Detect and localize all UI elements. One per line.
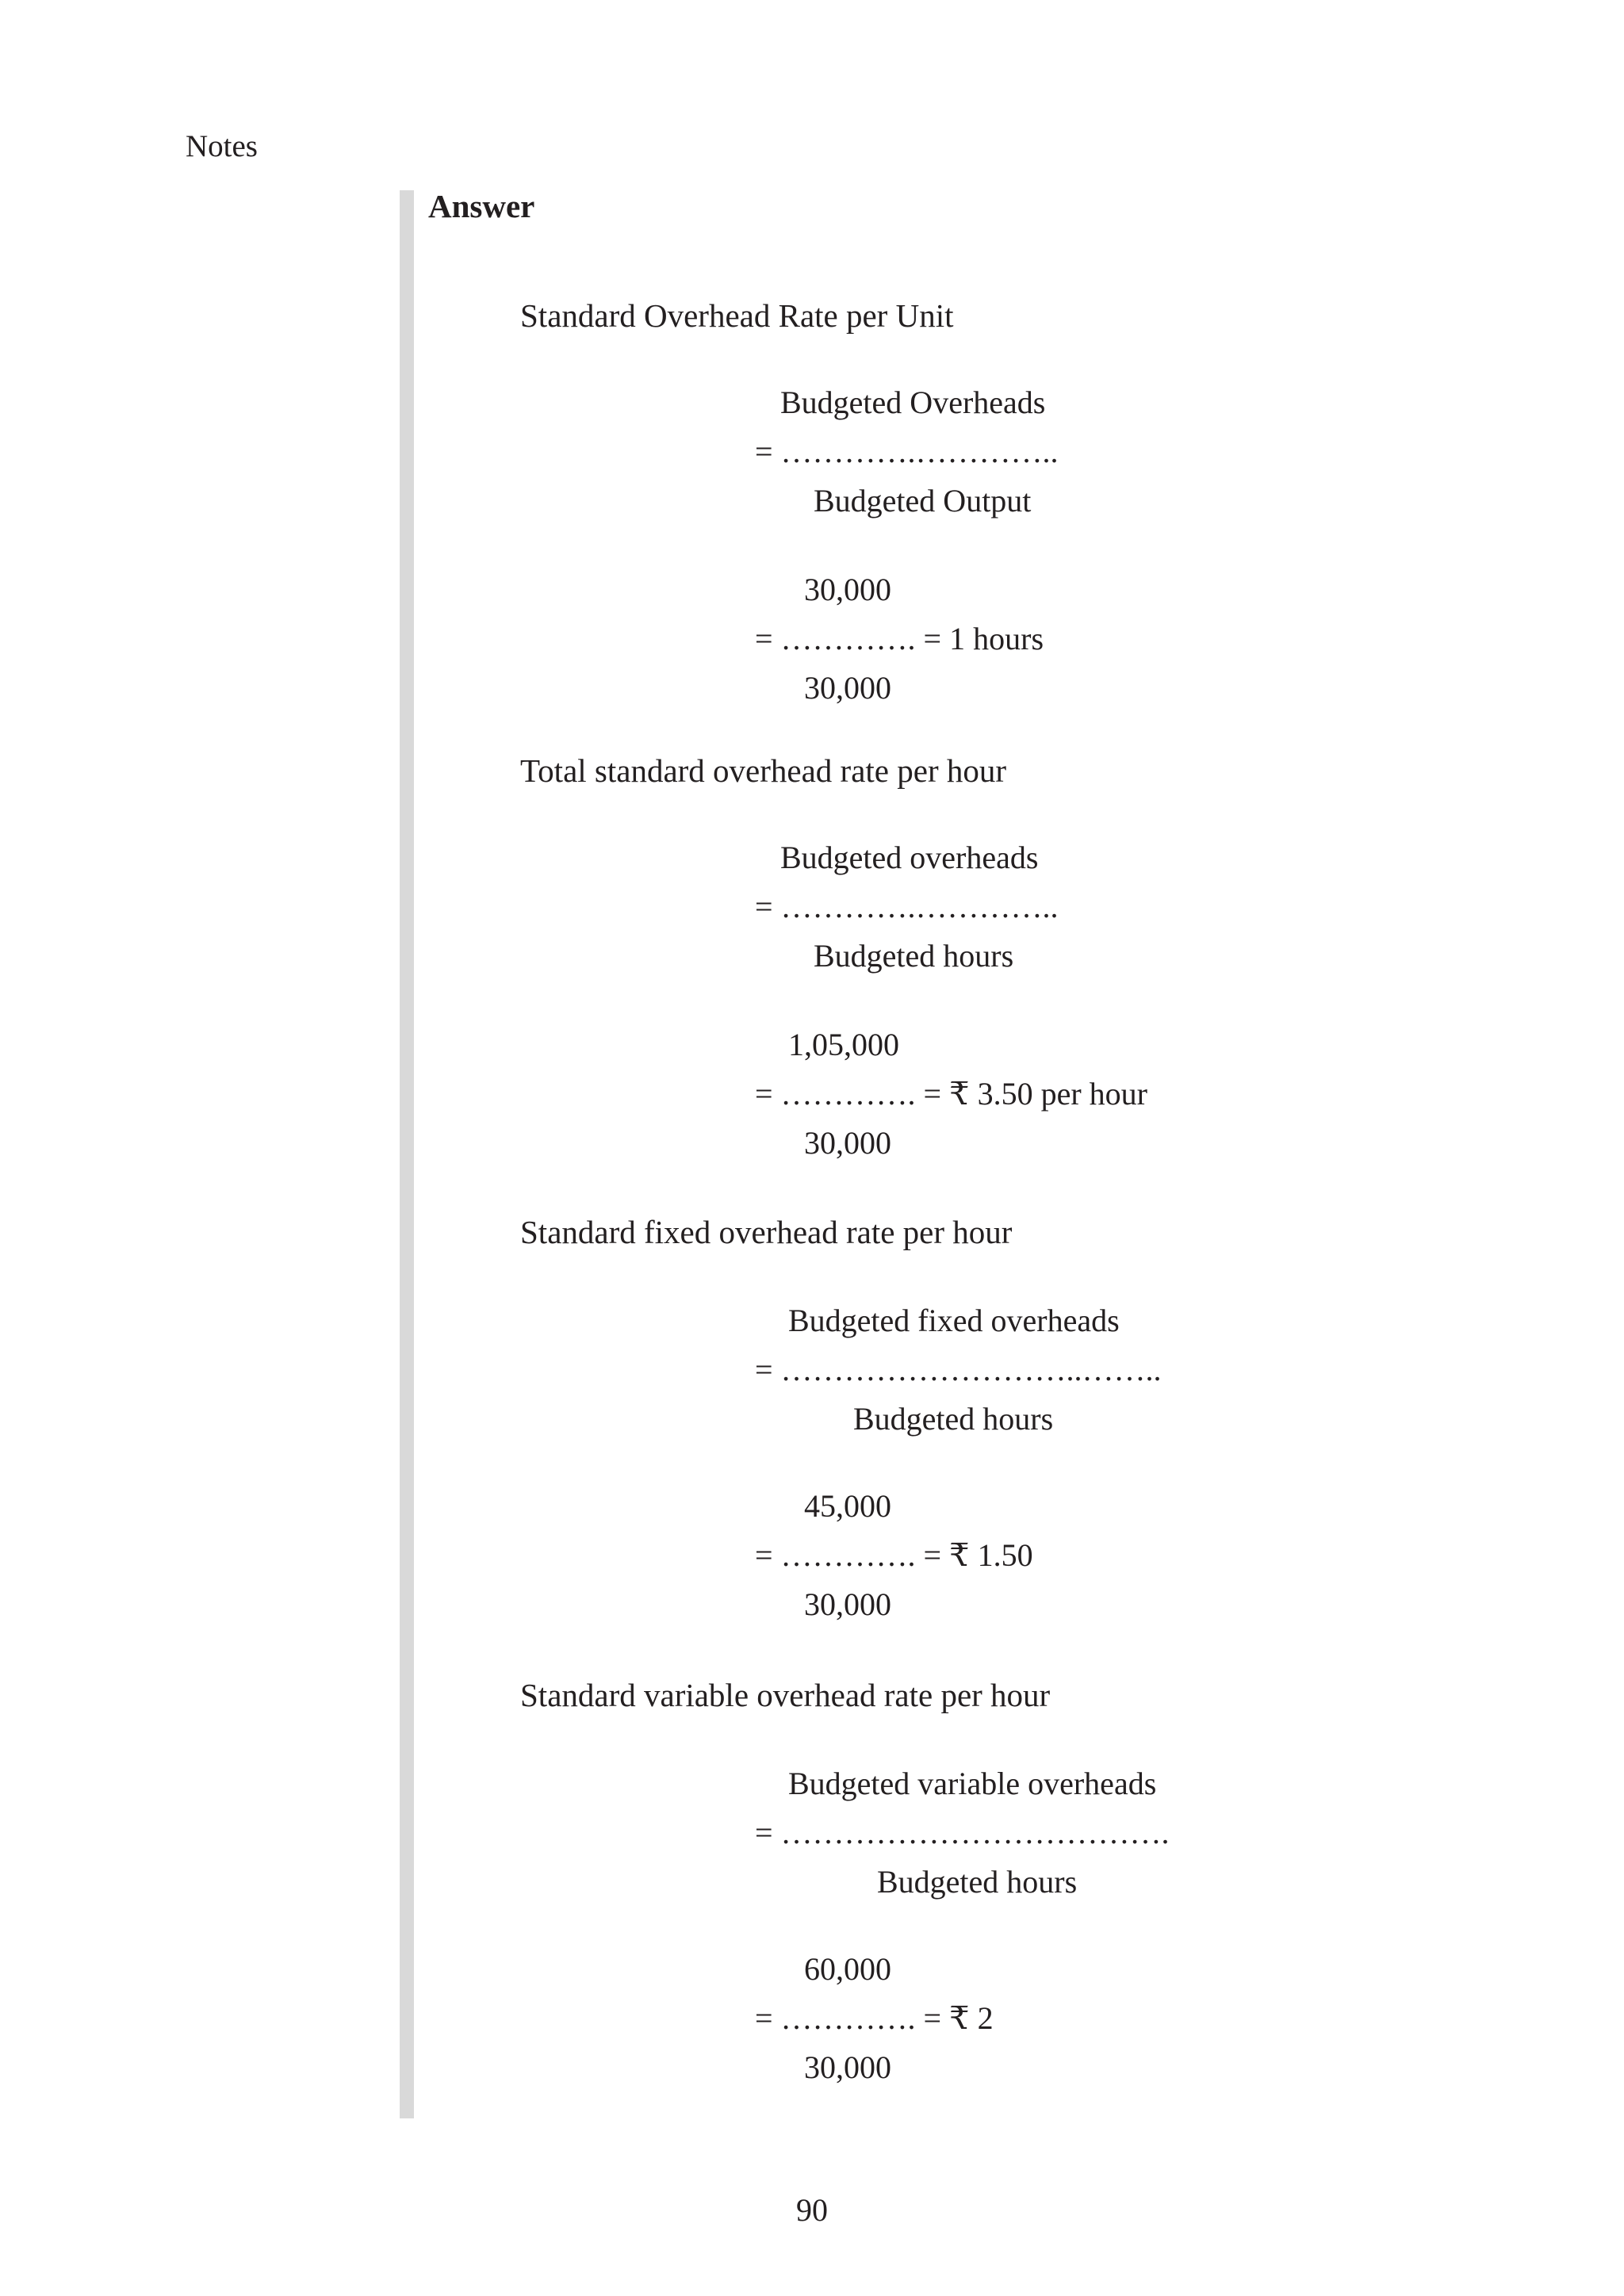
- calc-denominator: 30,000: [804, 2049, 891, 2085]
- calc-numerator: 1,05,000: [788, 1027, 899, 1062]
- section-heading: Standard variable overhead rate per hour: [520, 1677, 1051, 1713]
- formula-denominator: Budgeted Output: [814, 483, 1032, 519]
- calc-dots: = …………. = ₹ 2: [755, 2000, 994, 2036]
- formula-dots: = ………….…………..: [755, 889, 1059, 924]
- calc-numerator: 45,000: [804, 1488, 891, 1524]
- calc-dots: = …………. = 1 hours: [755, 621, 1044, 656]
- formula-numerator: Budgeted variable overheads: [788, 1766, 1157, 1801]
- formula-dots: = ……………………………….: [755, 1815, 1170, 1850]
- calc-dots: = …………. = ₹ 3.50 per hour: [755, 1076, 1147, 1112]
- formula-denominator: Budgeted hours: [877, 1864, 1078, 1900]
- answer-heading: Answer: [428, 188, 535, 224]
- calc-numerator: 30,000: [804, 572, 891, 607]
- formula-numerator: Budgeted fixed overheads: [788, 1303, 1120, 1338]
- sidebar-bar: [400, 190, 414, 2118]
- formula-dots: = ………….…………..: [755, 434, 1059, 469]
- section-heading: Total standard overhead rate per hour: [520, 752, 1006, 789]
- margin-notes-label: Notes: [186, 129, 258, 163]
- section-heading: Standard Overhead Rate per Unit: [520, 297, 954, 334]
- formula-numerator: Budgeted overheads: [780, 840, 1039, 875]
- calc-denominator: 30,000: [804, 1586, 891, 1622]
- formula-denominator: Budgeted hours: [853, 1401, 1054, 1437]
- formula-numerator: Budgeted Overheads: [780, 385, 1046, 420]
- page-number: 90: [796, 2192, 828, 2228]
- calc-denominator: 30,000: [804, 670, 891, 706]
- calc-numerator: 60,000: [804, 1951, 891, 1987]
- formula-denominator: Budgeted hours: [814, 938, 1014, 974]
- calc-denominator: 30,000: [804, 1125, 891, 1161]
- calc-dots: = …………. = ₹ 1.50: [755, 1537, 1033, 1573]
- formula-dots: = ………………………..……..: [755, 1352, 1162, 1387]
- section-heading: Standard fixed overhead rate per hour: [520, 1214, 1013, 1250]
